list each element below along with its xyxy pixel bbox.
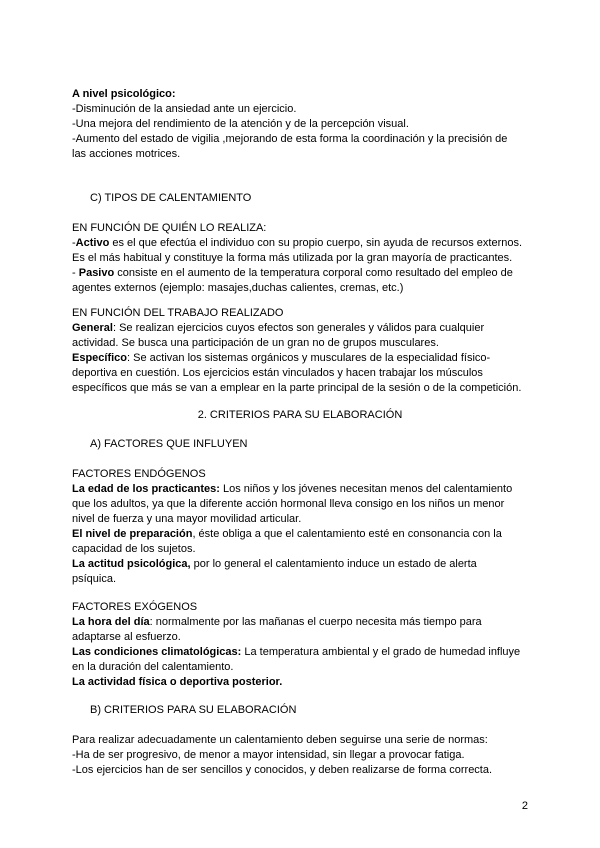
paragraph-line — [72, 321, 542, 336]
paragraph-line: -Ha de ser progresivo, de menor a mayor intensidad, sin llegar a provocar fatiga. — [72, 749, 465, 761]
paragraph-line: capacidad de los sujetos. — [72, 543, 196, 555]
term-bold: El nivel de preparación — [72, 528, 193, 540]
term-text: por lo general el calentamiento induce un estado de alerta — [190, 558, 477, 570]
term-bold: La hora del día — [72, 616, 150, 628]
paragraph-line: -Aumento del estado de vigilia ,mejorando de esta forma la coordinación y la precisión de — [72, 133, 508, 145]
dash: - — [72, 237, 76, 249]
paragraph-line — [72, 645, 542, 660]
subsection-heading: B) CRITERIOS PARA SU ELABORACIÓN — [90, 704, 297, 716]
subsection-heading: C) TIPOS DE CALENTAMIENTO — [90, 192, 252, 204]
paragraph-line: -Los ejercicios han de ser sencillos y conocidos, y deben realizarse de forma correcta. — [72, 764, 493, 776]
dash: - — [72, 267, 79, 279]
paragraph-line — [72, 482, 542, 497]
paragraph-line: nivel de fuerza y una mayor movilidad articular. — [72, 513, 302, 525]
paragraph-line: -Disminución de la ansiedad ante un ejercicio. — [72, 103, 297, 115]
term-text: : Se activan los sistemas orgánicos y musculares de la especialidad físico- — [127, 352, 491, 364]
term-bold: La edad de los practicantes: — [72, 483, 220, 495]
paragraph-line: actividad. Se busca una participación de un gran no de grupos musculares. — [72, 337, 439, 349]
paragraph-line — [72, 615, 542, 630]
term-text: consiste en el aumento de la temperatura corporal como resultado del empleo de — [114, 267, 513, 279]
term-bold: General — [72, 322, 113, 334]
paragraph-line: Para realizar adecuadamente un calentamiento deben seguirse una serie de normas: — [72, 734, 488, 746]
section-heading: 2. CRITERIOS PARA SU ELABORACIÓN — [197, 409, 403, 421]
term-text: : Se realizan ejercicios cuyos efectos son generales y válidos para cualquier — [112, 322, 485, 334]
term-text: , éste obliga a que el calentamiento esté en consonancia con la — [192, 528, 502, 540]
paragraph-line: Es el más habitual y constituye la forma más utilizada por la gran mayoría de practicantes. — [72, 252, 513, 264]
term-text: es el que efectúa el individuo con su propio cuerpo, sin ayuda de recursos externos. — [109, 237, 523, 249]
term-text: : normalmente por las mañanas el cuerpo necesita más tiempo para — [149, 616, 482, 628]
paragraph-line: psíquica. — [72, 573, 117, 585]
term-bold: Las condiciones climatológicas: — [72, 646, 242, 658]
group-heading: EN FUNCIÓN DEL TRABAJO REALIZADO — [72, 307, 284, 319]
paragraph-line — [72, 266, 542, 281]
paragraph-line — [72, 351, 542, 366]
paragraph-line: en la duración del calentamiento. — [72, 661, 234, 673]
subsection-heading: A) FACTORES QUE INFLUYEN — [90, 438, 248, 450]
paragraph-line: agentes externos (ejemplo: masajes,duchas calientes, cremas, etc.) — [72, 282, 404, 294]
section-heading: A nivel psicológico: — [72, 88, 176, 100]
group-heading: FACTORES ENDÓGENOS — [72, 468, 206, 480]
paragraph-line — [72, 236, 542, 251]
paragraph-line: las acciones motrices. — [72, 148, 181, 160]
paragraph-line: -Una mejora del rendimiento de la atención y de la percepción visual. — [72, 118, 409, 130]
paragraph-line: específicos que más se van a emplear en la parte principal de la sesión o de la competición. — [72, 382, 522, 394]
term-text: La temperatura ambiental y el grado de humedad influye — [241, 646, 521, 658]
paragraph-line — [72, 527, 542, 542]
paragraph-line: que los adultos, ya que la diferente acción hormonal lleva consigo en los niños un menor — [72, 498, 505, 510]
paragraph-line: deportiva en cuestión. Los ejercicios están vinculados y hacen trabajar los músculos — [72, 367, 483, 379]
page-number: 2 — [521, 800, 528, 812]
paragraph-line — [72, 557, 542, 572]
group-heading: EN FUNCIÓN DE QUIÉN LO REALIZA: — [72, 222, 267, 234]
term-bold: La actividad física o deportiva posterior. — [72, 676, 283, 688]
term-bold: Pasivo — [78, 267, 115, 279]
term-bold: Activo — [75, 237, 110, 249]
term-bold: La actitud psicológica, — [72, 558, 191, 570]
term-bold: Específico — [72, 352, 128, 364]
paragraph-line: adaptarse al esfuerzo. — [72, 631, 181, 643]
group-heading: FACTORES EXÓGENOS — [72, 601, 198, 613]
term-text: Los niños y los jóvenes necesitan menos del calentamiento — [219, 483, 513, 495]
